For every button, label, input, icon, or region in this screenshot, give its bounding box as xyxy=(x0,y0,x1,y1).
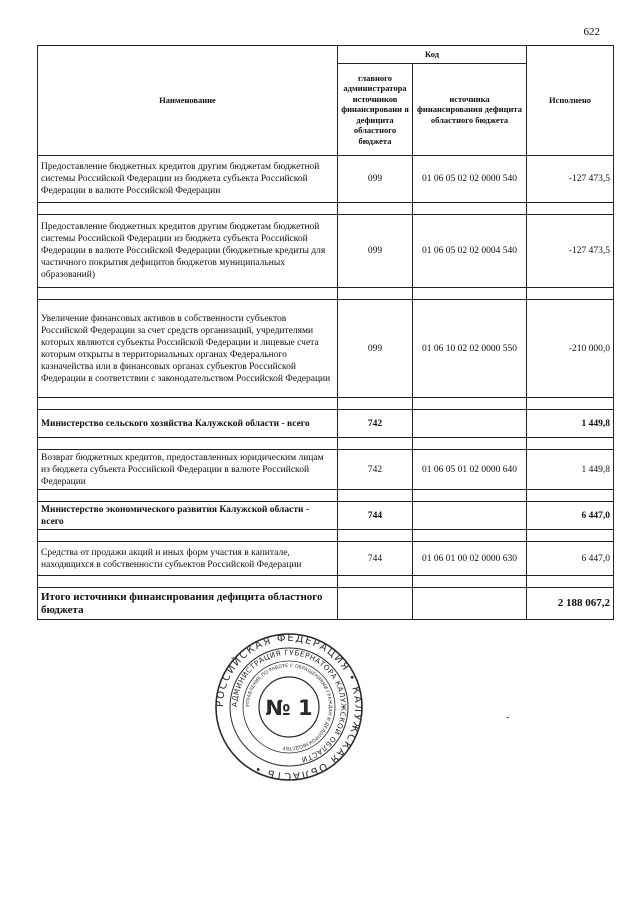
row-name: Министерство сельского хозяйства Калужской области - всего xyxy=(38,410,338,438)
row-source-code: 01 06 05 02 02 0004 540 xyxy=(413,215,527,288)
table-row xyxy=(38,215,614,288)
spacer-row xyxy=(38,288,614,300)
spacer-row xyxy=(38,438,614,450)
row-name: Предоставление бюджетных кредитов другим бюджетам бюджетной системы Российской Федерации из бюджета субъекта Российской Федерации в валюте Российской Федерации xyxy=(38,156,338,203)
table-row xyxy=(38,450,614,490)
row-source-code: 01 06 10 02 02 0000 550 xyxy=(413,300,527,398)
total-admin-code xyxy=(338,588,413,620)
total-amount: 2 188 067,2 xyxy=(527,588,614,620)
total-name: Итого источники финансирования дефицита областного бюджета xyxy=(38,588,338,620)
spacer-row xyxy=(38,203,614,215)
row-admin-code: 742 xyxy=(338,410,413,438)
row-admin-code: 099 xyxy=(338,300,413,398)
table-row xyxy=(38,410,614,438)
row-name: Средства от продажи акций и иных форм участия в капитале, находящихся в собственности субъектов Российской Федерации xyxy=(38,542,338,576)
row-source-code: 01 06 05 02 02 0000 540 xyxy=(413,156,527,203)
row-amount: 6 447,0 xyxy=(527,502,614,530)
row-name: Предоставление бюджетных кредитов другим бюджетам бюджетной системы Российской Федерации из бюджета субъекта Российской Федерации в валюте Российской Федерации (бюджетные кредиты для частичного покрытия дефицитов бюджетов муниципальных образований) xyxy=(38,215,338,288)
margin-mark: - xyxy=(506,712,510,723)
stamp-outer-text: РОССИЙСКАЯ ФЕДЕРАЦИЯ • КАЛУЖСКАЯ ОБЛАСТЬ • xyxy=(214,632,364,782)
table-row xyxy=(38,502,614,530)
stamp-center-number: № 1 xyxy=(265,696,313,720)
row-source-code: 01 06 01 00 02 0000 630 xyxy=(413,542,527,576)
spacer-row xyxy=(38,530,614,542)
row-amount: 1 449,8 xyxy=(527,410,614,438)
row-name: Министерство экономического развития Калужской области - всего xyxy=(38,502,338,530)
row-amount: -210 000,0 xyxy=(527,300,614,398)
table-row xyxy=(38,156,614,203)
stamp-middle-text: АДМИНИСТРАЦИЯ ГУБЕРНАТОРА КАЛУЖСКОЙ ОБЛАСТИ xyxy=(229,647,349,765)
row-admin-code: 744 xyxy=(338,502,413,530)
total-row xyxy=(38,588,614,620)
header-name: Наименование xyxy=(38,46,338,156)
stamp-inner-text: УПРАВЛЕНИЕ ПО РАБОТЕ С ОБРАЩЕНИЯМИ ГРАЖДАН И ДЕЛОПРОИЗВОДСТВУ xyxy=(245,663,333,751)
spacer-row xyxy=(38,398,614,410)
page-number: 622 xyxy=(583,26,600,38)
row-admin-code: 742 xyxy=(338,450,413,490)
header-kod: Код xyxy=(338,46,527,64)
header-executed: Исполнено xyxy=(527,46,614,156)
table-row xyxy=(38,542,614,576)
budget-sources-table xyxy=(37,45,614,620)
row-source-code xyxy=(413,502,527,530)
total-source-code xyxy=(413,588,527,620)
header-source: источника финансирования дефицита областного бюджета xyxy=(413,64,527,156)
row-admin-code: 099 xyxy=(338,156,413,203)
row-source-code: 01 06 05 01 02 0000 640 xyxy=(413,450,527,490)
header-admin: главного администратора источников финансировани я дефицита областного бюджета xyxy=(338,64,413,156)
row-amount: -127 473,5 xyxy=(527,215,614,288)
table-row xyxy=(38,300,614,398)
row-name: Увеличение финансовых активов в собственности субъектов Российской Федерации за счет средств организаций, учредителями которых являются субъекты Российской Федерации и лицевые счета которым открыты в территориальных органах Федерального казначейства или в финансовых органах субъектов Российской Федерации в соответствии с законодательством Российской Федерации xyxy=(38,300,338,398)
row-amount: 6 447,0 xyxy=(527,542,614,576)
row-admin-code: 744 xyxy=(338,542,413,576)
row-name: Возврат бюджетных кредитов, предоставленных юридическим лицам из бюджета субъекта Российской Федерации в валюте Российской Федерации xyxy=(38,450,338,490)
row-amount: -127 473,5 xyxy=(527,156,614,203)
row-amount: 1 449,8 xyxy=(527,450,614,490)
official-seal-stamp xyxy=(214,632,364,782)
row-admin-code: 099 xyxy=(338,215,413,288)
spacer-row xyxy=(38,490,614,502)
row-source-code xyxy=(413,410,527,438)
spacer-row xyxy=(38,576,614,588)
